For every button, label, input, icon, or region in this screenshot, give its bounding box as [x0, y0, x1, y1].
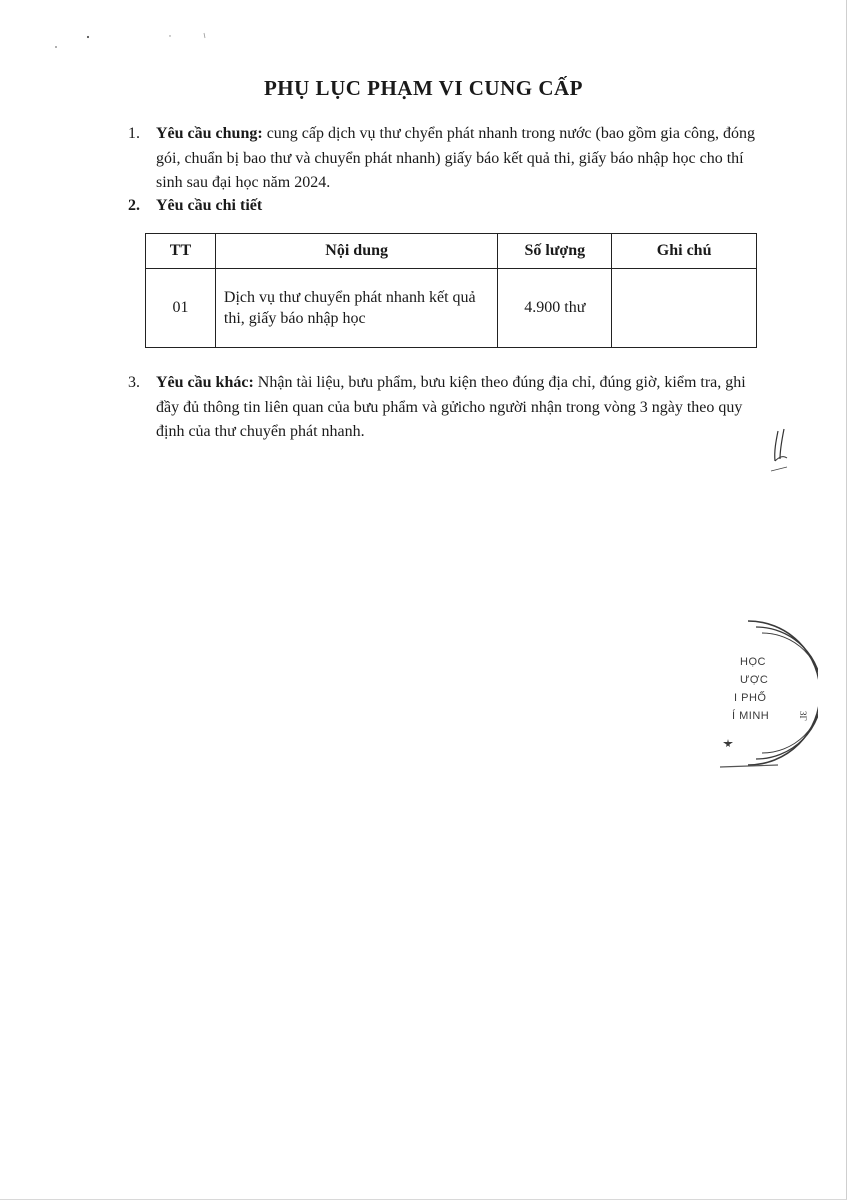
- section-heading: Yêu cầu chung:: [156, 125, 263, 142]
- section-number: 2.: [128, 197, 140, 214]
- seal-side-mark: ЗГ: [798, 711, 808, 721]
- cell-quantity: 4.900 thư: [498, 269, 612, 348]
- table-row: [146, 269, 757, 348]
- section-text: Nhận tài liệu, bưu phẩm, bưu kiện theo đúng địa chỉ, đúng giờ, kiểm tra, ghi đầy đủ thông tin liên quan của bưu phẩm và gửicho người nhận trong vòng 3 ngày theo quy định của thư chuyển phát nhanh.: [156, 374, 746, 440]
- column-header-tt: TT: [146, 234, 216, 269]
- document-title: PHỤ LỤC PHẠM VI CUNG CẤP: [263, 76, 583, 100]
- section-general-requirements: [128, 122, 760, 196]
- handwritten-initial: [765, 425, 795, 475]
- seal-text-line: HỌC: [740, 656, 766, 668]
- column-header-note: Ghi chú: [612, 234, 757, 269]
- section-heading: Yêu cầu khác:: [156, 374, 254, 391]
- requirements-table: [145, 233, 757, 348]
- seal-text-line: ƯỢC: [740, 674, 769, 686]
- official-seal-partial: [718, 615, 818, 775]
- seal-text-line: I PHỐ: [734, 692, 767, 704]
- cell-tt: 01: [146, 269, 216, 348]
- cell-note: [612, 269, 757, 348]
- section-detailed-requirements: [128, 194, 760, 219]
- column-header-quantity: Số lượng: [498, 234, 612, 269]
- section-number: 1.: [128, 125, 140, 142]
- table-header-row: [146, 234, 757, 269]
- section-text: cung cấp dịch vụ thư chyển phát nhanh trong nước (bao gồm gia công, đóng gói, chuẩn bị bao thư và chuyển phát nhanh) giấy báo kết quả thi, giấy báo nhập học cho thí sinh sau đại học năm 2024.: [156, 125, 756, 191]
- column-header-content: Nội dung: [215, 234, 497, 269]
- star-icon: [723, 739, 733, 747]
- section-number: 3.: [128, 374, 140, 391]
- scan-specks: [0, 0, 847, 80]
- seal-text-line: Í MINH: [732, 710, 770, 722]
- section-other-requirements: [128, 371, 760, 445]
- section-heading: Yêu cầu chi tiết: [156, 197, 263, 214]
- cell-content: Dịch vụ thư chuyển phát nhanh kết quả thi, giấy báo nhập học: [215, 269, 497, 348]
